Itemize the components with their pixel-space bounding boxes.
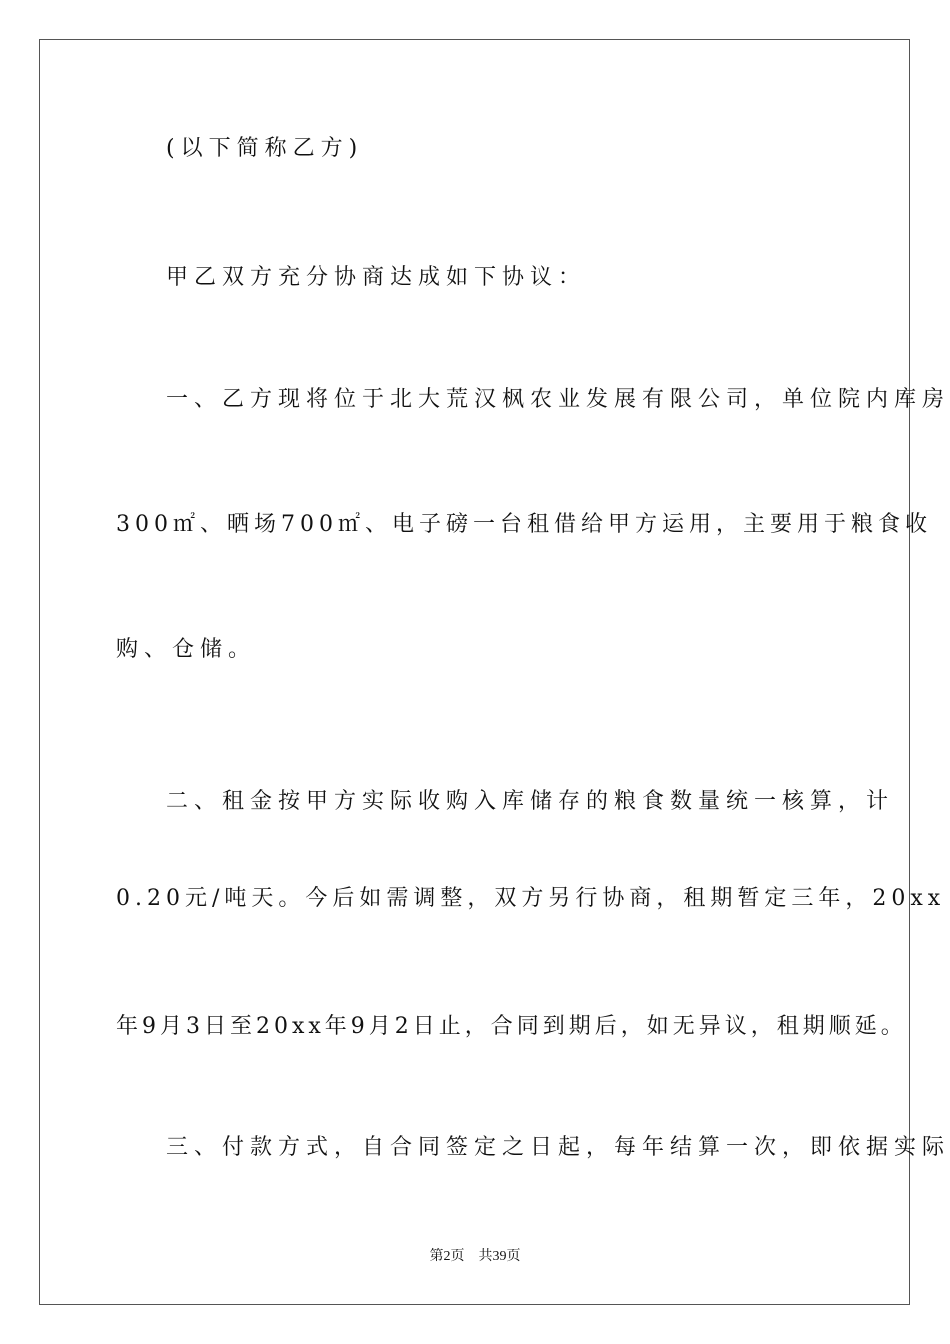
body-line-1: (以下简称乙方) [166, 136, 364, 161]
body-line-9: 三、付款方式，自合同签定之日起，每年结算一次，即依据实际 [166, 1135, 950, 1160]
body-line-8: 年9月3日至20xx年9月2日止，合同到期后，如无异议，租期顺延。 [116, 1014, 907, 1039]
body-line-2: 甲乙双方充分协商达成如下协议： [166, 265, 587, 290]
body-line-4: 300㎡、晒场700㎡、电子磅一台租借给甲方运用，主要用于粮食收 [116, 512, 932, 537]
body-line-6: 二、租金按甲方实际收购入库储存的粮食数量统一核算，计 [166, 789, 895, 814]
body-line-3: 一、乙方现将位于北大荒汉枫农业发展有限公司，单位院内库房 [166, 387, 950, 412]
page-number: 第2页 [429, 1249, 465, 1264]
page-frame [39, 39, 910, 1305]
page-total: 共39页 [478, 1249, 521, 1264]
page-footer [0, 1247, 950, 1267]
body-line-7: 0.20元/吨天。今后如需调整，双方另行协商，租期暂定三年，20xx [116, 886, 946, 911]
body-line-5: 购、仓储。 [116, 637, 257, 662]
